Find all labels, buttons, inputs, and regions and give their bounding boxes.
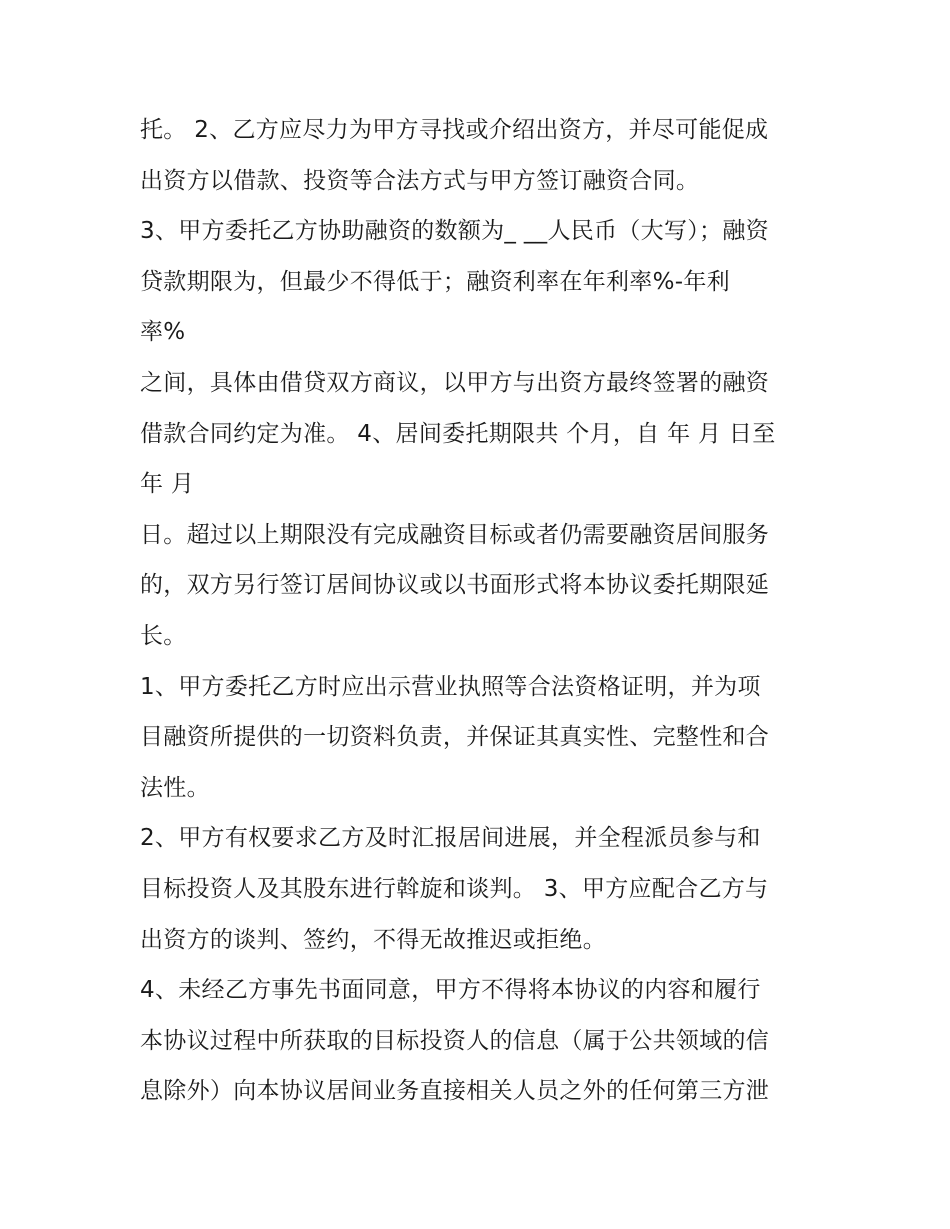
text-line-13: 目融资所提供的一切资料负责，并保证其真实性、完整性和合: [140, 724, 770, 751]
text-line-8: 年 月: [140, 471, 195, 498]
text-line-11: 长。: [140, 622, 187, 649]
text-line-12: 1、甲方委托乙方时应出示营业执照等合法资格证明，并为项: [140, 673, 761, 700]
document-body: [140, 105, 820, 1117]
text-line-14: 法性。: [140, 774, 210, 801]
text-line-16: 目标投资人及其股东进行斡旋和谈判。 3、甲方应配合乙方与: [140, 875, 769, 902]
text-line-6: 之间，具体由借贷双方商议，以甲方与出资方最终签署的融资: [140, 369, 770, 396]
text-line-20: 息除外）向本协议居间业务直接相关人员之外的任何第三方泄: [140, 1078, 770, 1105]
text-line-4: 贷款期限为，但最少不得低于；融资利率在年利率%-年利: [140, 268, 730, 295]
text-line-7: 借款合同约定为准。 4、居间委托期限共 个月，自 年 月 日至: [140, 420, 776, 447]
text-line-9: 日。超过以上期限没有完成融资目标或者仍需要融资居间服务: [140, 521, 770, 548]
text-line-17: 出资方的谈判、签约，不得无故推迟或拒绝。: [140, 926, 606, 953]
text-line-2: 出资方以借款、投资等合法方式与甲方签订融资合同。: [140, 167, 700, 194]
text-line-3: 3、甲方委托乙方协助融资的数额为_ __人民币（大写）；融资: [140, 218, 769, 245]
text-line-5: 率%: [140, 319, 186, 346]
text-line-19: 本协议过程中所获取的目标投资人的信息（属于公共领域的信: [140, 1027, 770, 1054]
text-line-18: 4、未经乙方事先书面同意，甲方不得将本协议的内容和履行: [140, 977, 761, 1004]
text-line-15: 2、甲方有权要求乙方及时汇报居间进展，并全程派员参与和: [140, 825, 761, 852]
text-line-10: 的，双方另行签订居间协议或以书面形式将本协议委托期限延: [140, 572, 770, 599]
text-line-1: 托。 2、乙方应尽力为甲方寻找或介绍出资方，并尽可能促成: [140, 117, 769, 143]
